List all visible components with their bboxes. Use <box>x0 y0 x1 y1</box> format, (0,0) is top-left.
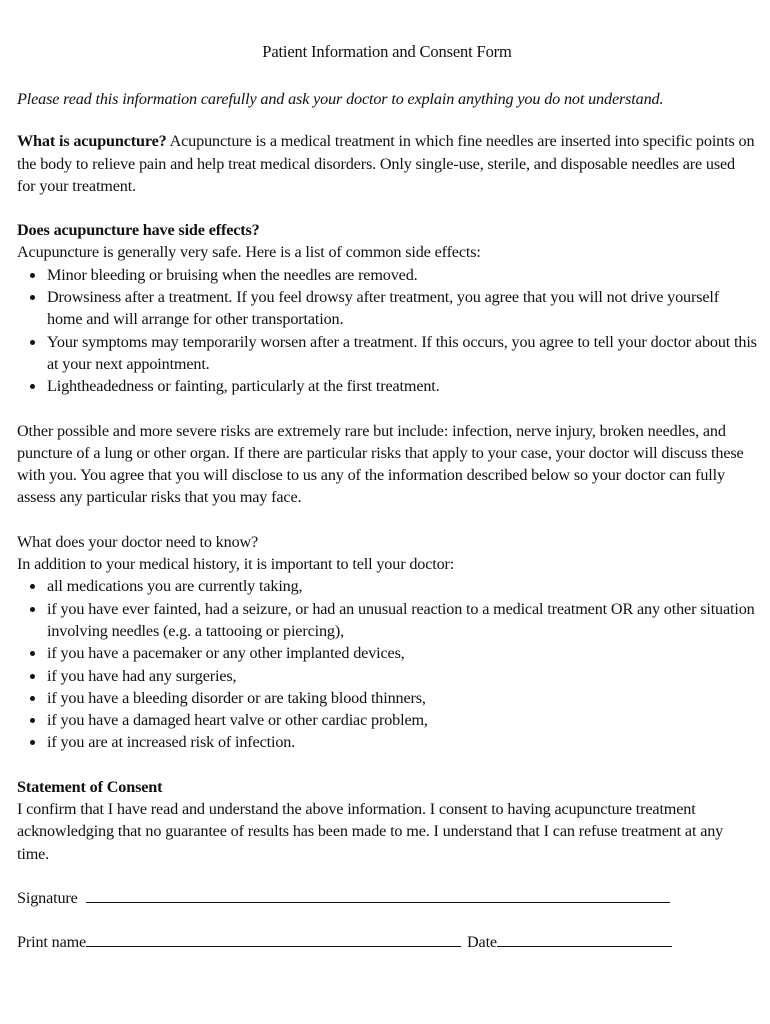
list-item: if you have had any surgeries, <box>17 665 757 687</box>
date-field[interactable] <box>497 932 672 947</box>
what-is-acupuncture-heading: What is acupuncture? <box>17 132 167 151</box>
section-other-risks <box>17 420 757 509</box>
doctor-needs-list <box>17 575 757 753</box>
signature-label: Signature <box>17 888 78 907</box>
date-label: Date <box>467 933 497 952</box>
list-item: Drowsiness after a treatment. If you feel drowsy after treatment, you agree that you will not drive yourself home and will arrange for other transportation. <box>17 286 757 331</box>
side-effects-list <box>17 264 757 398</box>
list-item: if you have a bleeding disorder or are taking blood thinners, <box>17 687 757 709</box>
list-item: if you have ever fainted, had a seizure, or had an unusual reaction to a medical treatment OR any other situation involving needles (e.g. a tattooing or piercing), <box>17 598 757 643</box>
consent-form-page <box>17 40 757 954</box>
list-item: Minor bleeding or bruising when the needles are removed. <box>17 264 757 286</box>
side-effects-lead: Acupuncture is generally very safe. Here is a list of common side effects: <box>17 243 481 262</box>
other-risks-text: Other possible and more severe risks are extremely rare but include: infection, nerve injury, broken needles, and puncture of a lung or other organ. If there are particular risks that apply to your case, your doctor will discuss these with you. You agree that you will disclose to us any of the information described below so your doctor can fully assess any particular risks that you may face. <box>17 421 744 507</box>
list-item: if you are at increased risk of infection. <box>17 731 757 753</box>
section-statement-of-consent <box>17 776 757 865</box>
list-item: Your symptoms may temporarily worsen after a treatment. If this occurs, you agree to tell your doctor about this at your next appointment. <box>17 331 757 376</box>
list-item: Lightheadedness or fainting, particularly at the first treatment. <box>17 375 757 397</box>
list-item: if you have a pacemaker or any other implanted devices, <box>17 642 757 664</box>
section-what-is-acupuncture <box>17 130 757 197</box>
list-item: if you have a damaged heart valve or other cardiac problem, <box>17 709 757 731</box>
print-name-label: Print name <box>17 933 87 952</box>
side-effects-heading: Does acupuncture have side effects? <box>17 221 260 240</box>
signature-row <box>17 887 757 909</box>
signature-field[interactable] <box>86 888 670 903</box>
what-is-acupuncture-paragraph <box>17 130 757 197</box>
section-doctor-needs <box>17 531 757 754</box>
print-name-row <box>17 931 757 953</box>
what-is-acupuncture-text: Acupuncture is a medical treatment in which fine needles are inserted into specific points on the body to relieve pain and help treat medical disorders. Only single-use, sterile, and disposable needles are used for your treatment. <box>17 132 755 195</box>
section-side-effects <box>17 219 757 397</box>
intro-text: Please read this information carefully and ask your doctor to explain anything you do not understand. <box>17 90 664 108</box>
consent-text: I confirm that I have read and understand the above information. I consent to having acupuncture treatment acknowledging that no guarantee of results has been made to me. I understand that I can refuse treatment at any time. <box>17 800 724 863</box>
page-title: Patient Information and Consent Form <box>262 42 512 61</box>
print-name-field[interactable] <box>86 932 461 947</box>
list-item: all medications you are currently taking, <box>17 575 757 597</box>
doctor-needs-lead: In addition to your medical history, it is important to tell your doctor: <box>17 555 455 574</box>
consent-heading: Statement of Consent <box>17 777 163 796</box>
doctor-needs-heading: What does your doctor need to know? <box>17 532 259 551</box>
